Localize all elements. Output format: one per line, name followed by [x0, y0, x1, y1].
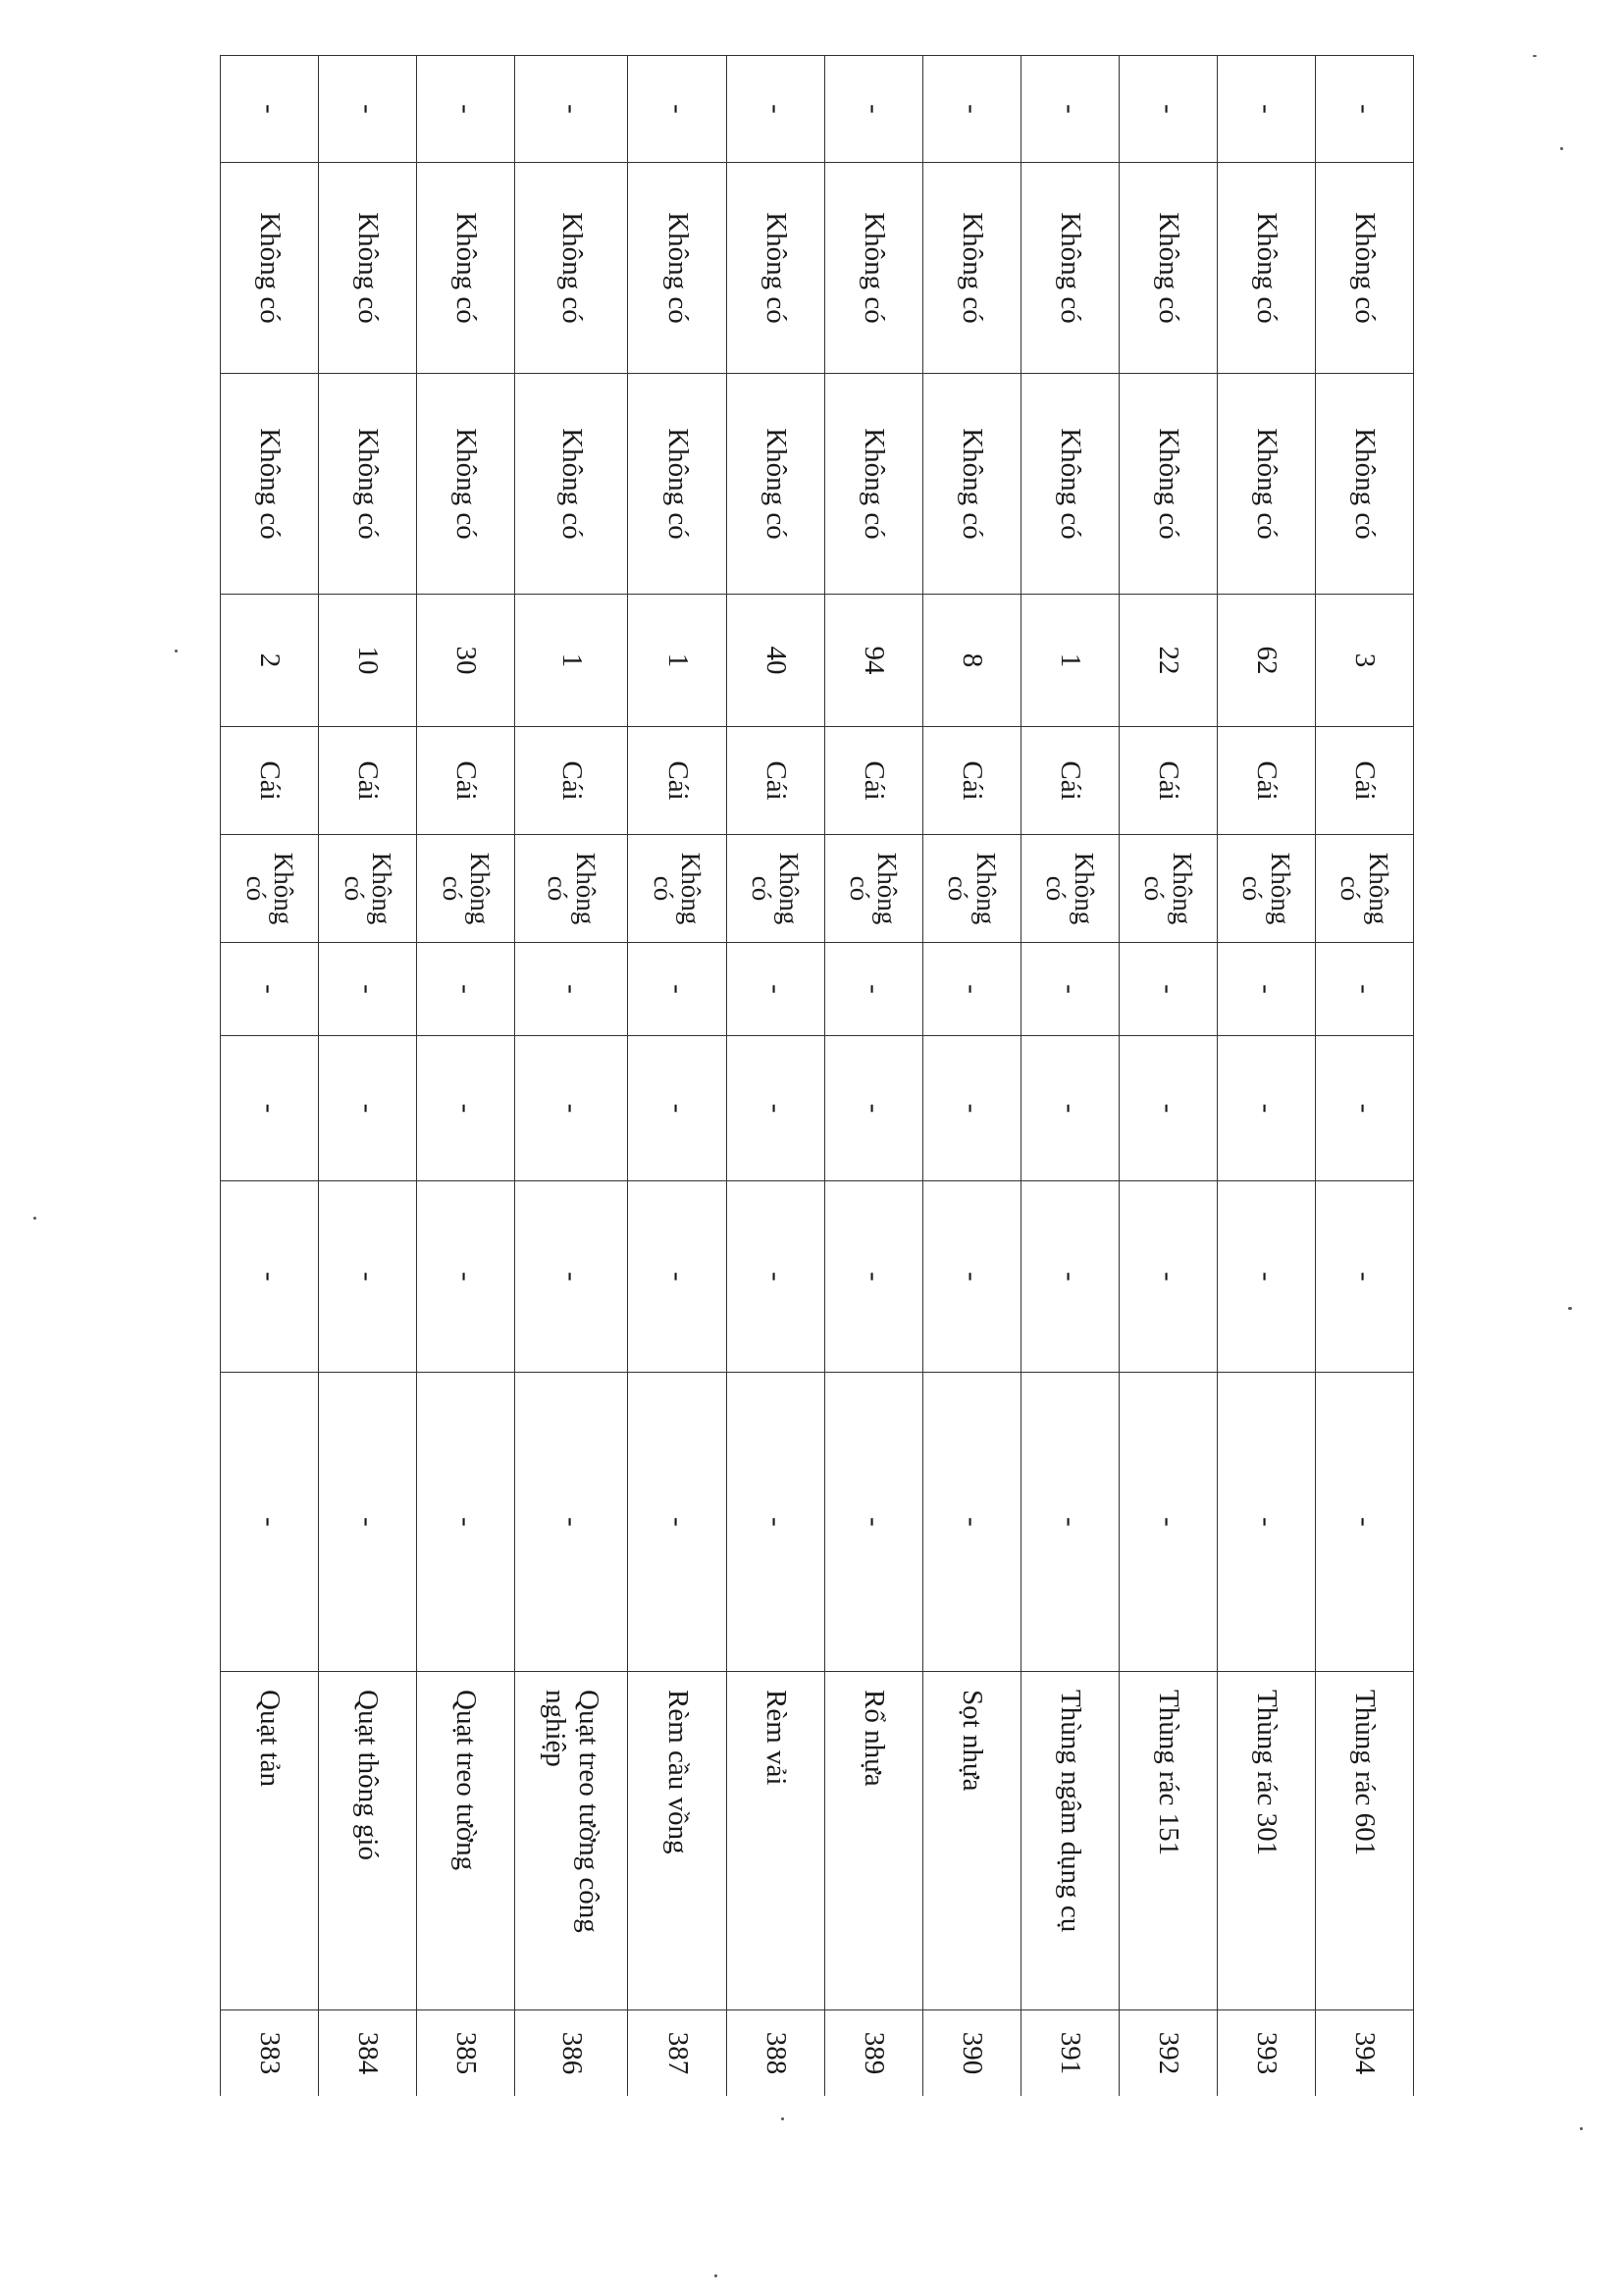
spec-cell-c: -	[1315, 1036, 1413, 1181]
note-cell: -	[515, 56, 628, 163]
status-cell-f: Không có	[1119, 374, 1217, 595]
status-cell-f: Không có	[515, 374, 628, 595]
spec-cell-b: -	[417, 1181, 515, 1373]
table-row	[726, 56, 824, 2097]
spec-cell-b: -	[922, 1181, 1021, 1373]
status-cell-f: Không có	[417, 374, 515, 595]
item-name-cell: Thùng rác 301	[1217, 1672, 1315, 2010]
table-container	[220, 55, 1414, 2096]
spec-cell-a: -	[726, 1373, 824, 1672]
spec-cell-b: -	[726, 1181, 824, 1373]
scan-speck	[33, 1217, 36, 1220]
unit-cell: Cái	[417, 727, 515, 835]
item-name-cell: Thùng rác 151	[1119, 1672, 1217, 2010]
spec-cell-a: -	[628, 1373, 726, 1672]
unit-cell: Cái	[824, 727, 922, 835]
quantity-cell: 3	[1315, 595, 1413, 727]
spec-cell-d: -	[628, 943, 726, 1036]
spec-cell-d: -	[1119, 943, 1217, 1036]
origin-cell: Không có	[1315, 835, 1413, 943]
table-row	[1119, 56, 1217, 2097]
note-cell: -	[1315, 56, 1413, 163]
status-cell-g: Không có	[824, 163, 922, 374]
spec-cell-d: -	[515, 943, 628, 1036]
spec-cell-d: -	[221, 943, 319, 1036]
status-cell-g: Không có	[319, 163, 417, 374]
spec-cell-d: -	[1217, 943, 1315, 1036]
status-cell-f: Không có	[221, 374, 319, 595]
scan-speck	[1533, 55, 1537, 57]
row-number-cell: 383	[221, 2010, 319, 2097]
table-row	[922, 56, 1021, 2097]
spec-cell-d: -	[417, 943, 515, 1036]
quantity-cell: 2	[221, 595, 319, 727]
quantity-cell: 40	[726, 595, 824, 727]
row-number-cell: 392	[1119, 2010, 1217, 2097]
status-cell-f: Không có	[319, 374, 417, 595]
rotated-table-frame	[220, 55, 1414, 2096]
origin-cell: Không có	[221, 835, 319, 943]
status-cell-g: Không có	[515, 163, 628, 374]
origin-cell: Không có	[417, 835, 515, 943]
scan-speck	[1560, 147, 1563, 150]
spec-cell-a: -	[417, 1373, 515, 1672]
spec-cell-a: -	[824, 1373, 922, 1672]
table-row	[417, 56, 515, 2097]
table-row	[221, 56, 319, 2097]
table-row	[628, 56, 726, 2097]
status-cell-f: Không có	[726, 374, 824, 595]
scan-speck	[714, 2274, 717, 2277]
status-cell-g: Không có	[1119, 163, 1217, 374]
unit-cell: Cái	[628, 727, 726, 835]
table-body	[221, 56, 1414, 2097]
spec-cell-a: -	[1021, 1373, 1119, 1672]
origin-cell: Không có	[726, 835, 824, 943]
spec-cell-d: -	[319, 943, 417, 1036]
origin-cell: Không có	[1021, 835, 1119, 943]
origin-cell: Không có	[319, 835, 417, 943]
scan-speck	[175, 650, 178, 652]
spec-cell-a: -	[1315, 1373, 1413, 1672]
spec-cell-d: -	[922, 943, 1021, 1036]
quantity-cell: 1	[1021, 595, 1119, 727]
status-cell-g: Không có	[726, 163, 824, 374]
status-cell-f: Không có	[1021, 374, 1119, 595]
spec-cell-b: -	[1119, 1181, 1217, 1373]
item-name-cell: Quạt treo tường	[417, 1672, 515, 2010]
unit-cell: Cái	[1315, 727, 1413, 835]
status-cell-g: Không có	[1217, 163, 1315, 374]
spec-cell-a: -	[515, 1373, 628, 1672]
spec-cell-b: -	[319, 1181, 417, 1373]
unit-cell: Cái	[1021, 727, 1119, 835]
spec-cell-c: -	[824, 1036, 922, 1181]
item-name-cell: Thùng ngâm dụng cụ	[1021, 1672, 1119, 2010]
note-cell: -	[1119, 56, 1217, 163]
unit-cell: Cái	[319, 727, 417, 835]
item-name-cell: Rổ nhựa	[824, 1672, 922, 2010]
spec-cell-c: -	[726, 1036, 824, 1181]
note-cell: -	[726, 56, 824, 163]
note-cell: -	[922, 56, 1021, 163]
spec-cell-d: -	[1021, 943, 1119, 1036]
note-cell: -	[221, 56, 319, 163]
status-cell-f: Không có	[824, 374, 922, 595]
spec-cell-a: -	[1217, 1373, 1315, 1672]
note-cell: -	[1021, 56, 1119, 163]
unit-cell: Cái	[221, 727, 319, 835]
table-row	[1315, 56, 1413, 2097]
row-number-cell: 386	[515, 2010, 628, 2097]
spec-cell-c: -	[628, 1036, 726, 1181]
origin-cell: Không có	[1119, 835, 1217, 943]
unit-cell: Cái	[1119, 727, 1217, 835]
quantity-cell: 22	[1119, 595, 1217, 727]
spec-cell-c: -	[1021, 1036, 1119, 1181]
quantity-cell: 30	[417, 595, 515, 727]
note-cell: -	[628, 56, 726, 163]
item-name-cell: Thùng rác 601	[1315, 1672, 1413, 2010]
table-row	[1021, 56, 1119, 2097]
row-number-cell: 385	[417, 2010, 515, 2097]
quantity-cell: 94	[824, 595, 922, 727]
origin-cell: Không có	[824, 835, 922, 943]
inventory-table	[220, 55, 1414, 2096]
item-name-cell: Quạt thông gió	[319, 1672, 417, 2010]
spec-cell-b: -	[628, 1181, 726, 1373]
spec-cell-a: -	[221, 1373, 319, 1672]
quantity-cell: 1	[628, 595, 726, 727]
scan-speck	[1580, 2127, 1583, 2130]
origin-cell: Không có	[515, 835, 628, 943]
status-cell-f: Không có	[922, 374, 1021, 595]
note-cell: -	[824, 56, 922, 163]
row-number-cell: 387	[628, 2010, 726, 2097]
spec-cell-a: -	[922, 1373, 1021, 1672]
item-name-cell: Rèm cầu vồng	[628, 1672, 726, 2010]
status-cell-g: Không có	[922, 163, 1021, 374]
unit-cell: Cái	[922, 727, 1021, 835]
spec-cell-b: -	[1217, 1181, 1315, 1373]
table-row	[1217, 56, 1315, 2097]
origin-cell: Không có	[922, 835, 1021, 943]
quantity-cell: 1	[515, 595, 628, 727]
spec-cell-c: -	[1119, 1036, 1217, 1181]
spec-cell-c: -	[922, 1036, 1021, 1181]
spec-cell-d: -	[1315, 943, 1413, 1036]
status-cell-f: Không có	[628, 374, 726, 595]
row-number-cell: 389	[824, 2010, 922, 2097]
spec-cell-c: -	[515, 1036, 628, 1181]
quantity-cell: 10	[319, 595, 417, 727]
row-number-cell: 384	[319, 2010, 417, 2097]
row-number-cell: 394	[1315, 2010, 1413, 2097]
status-cell-g: Không có	[1021, 163, 1119, 374]
table-row	[824, 56, 922, 2097]
spec-cell-b: -	[824, 1181, 922, 1373]
quantity-cell: 62	[1217, 595, 1315, 727]
note-cell: -	[319, 56, 417, 163]
item-name-cell: Sọt nhựa	[922, 1672, 1021, 2010]
status-cell-f: Không có	[1217, 374, 1315, 595]
spec-cell-b: -	[1021, 1181, 1119, 1373]
quantity-cell: 8	[922, 595, 1021, 727]
status-cell-g: Không có	[221, 163, 319, 374]
scan-speck	[1568, 1307, 1572, 1310]
table-row	[319, 56, 417, 2097]
spec-cell-c: -	[221, 1036, 319, 1181]
item-name-cell: Quạt treo tường công nghiệp	[515, 1672, 628, 2010]
spec-cell-c: -	[1217, 1036, 1315, 1181]
table-row	[515, 56, 628, 2097]
unit-cell: Cái	[726, 727, 824, 835]
note-cell: -	[1217, 56, 1315, 163]
spec-cell-b: -	[1315, 1181, 1413, 1373]
origin-cell: Không có	[1217, 835, 1315, 943]
spec-cell-d: -	[726, 943, 824, 1036]
status-cell-g: Không có	[1315, 163, 1413, 374]
spec-cell-b: -	[221, 1181, 319, 1373]
spec-cell-a: -	[319, 1373, 417, 1672]
spec-cell-c: -	[319, 1036, 417, 1181]
row-number-cell: 388	[726, 2010, 824, 2097]
status-cell-f: Không có	[1315, 374, 1413, 595]
item-name-cell: Rèm vải	[726, 1672, 824, 2010]
spec-cell-a: -	[1119, 1373, 1217, 1672]
scan-speck	[781, 2117, 784, 2120]
spec-cell-b: -	[515, 1181, 628, 1373]
row-number-cell: 391	[1021, 2010, 1119, 2097]
spec-cell-d: -	[824, 943, 922, 1036]
origin-cell: Không có	[628, 835, 726, 943]
status-cell-g: Không có	[417, 163, 515, 374]
unit-cell: Cái	[515, 727, 628, 835]
status-cell-g: Không có	[628, 163, 726, 374]
item-name-cell: Quạt tản	[221, 1672, 319, 2010]
spec-cell-c: -	[417, 1036, 515, 1181]
row-number-cell: 390	[922, 2010, 1021, 2097]
note-cell: -	[417, 56, 515, 163]
unit-cell: Cái	[1217, 727, 1315, 835]
row-number-cell: 393	[1217, 2010, 1315, 2097]
